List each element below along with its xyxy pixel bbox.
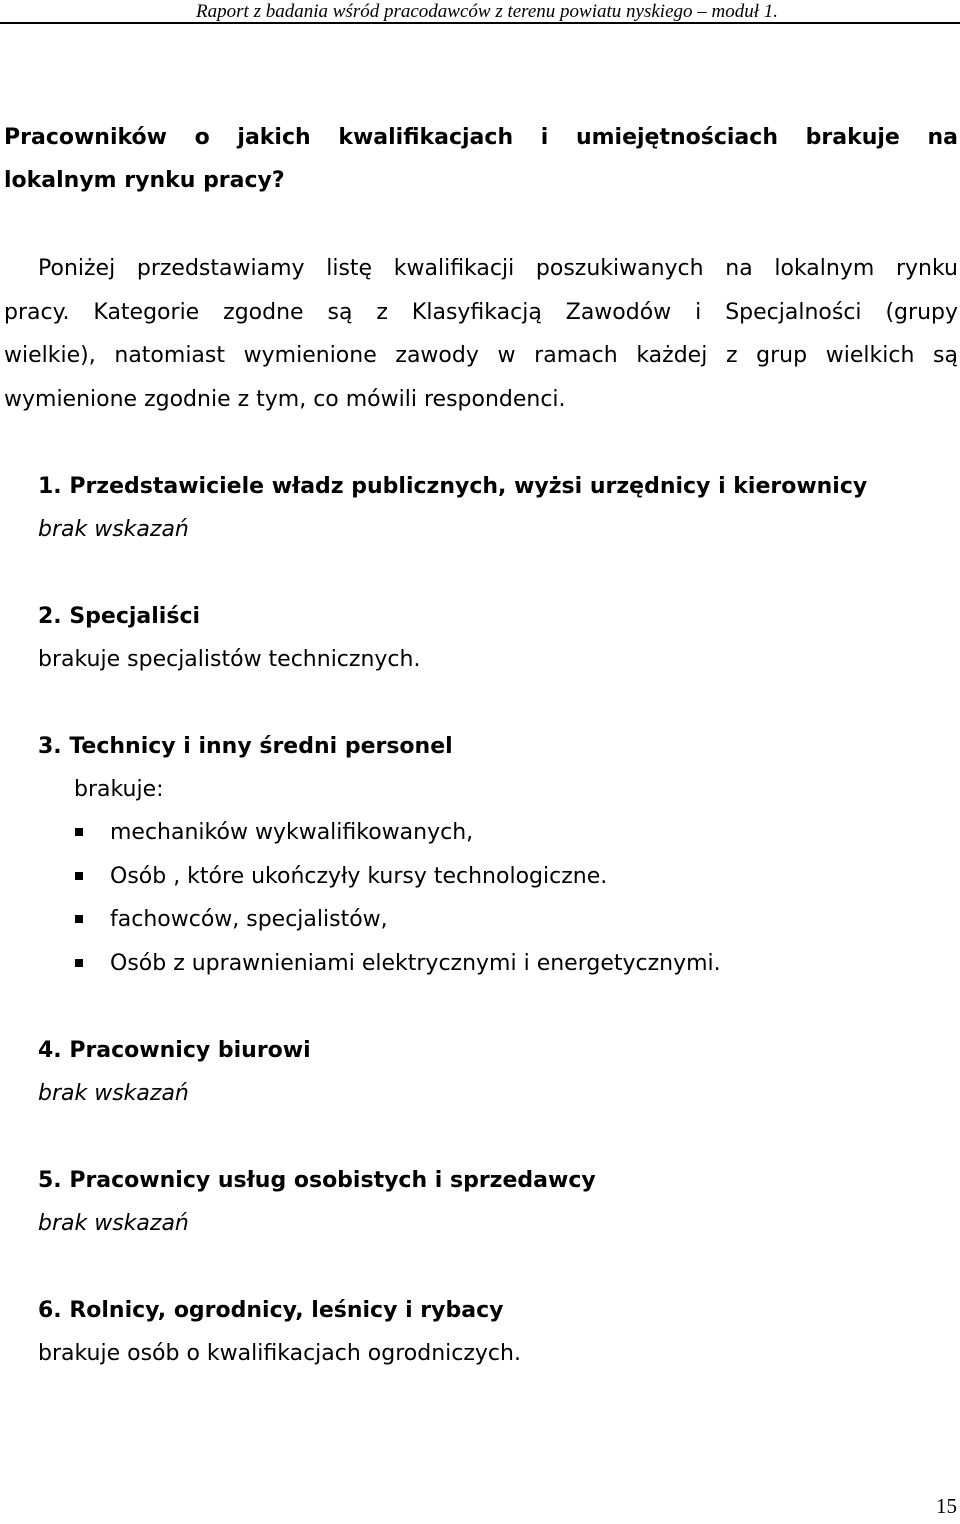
list-item-text: fachowców, specjalistów,	[110, 907, 388, 932]
section-title: 4. Pracownicy biurowi	[38, 1038, 311, 1063]
section-body: brak wskazań	[38, 1081, 189, 1106]
section-title: 1. Przedstawiciele władz publicznych, wyżsi urzędnicy i kierownicy	[38, 474, 868, 499]
section-title: 6. Rolnicy, ogrodnicy, leśnicy i rybacy	[38, 1298, 504, 1323]
running-header	[0, 0, 960, 24]
intro-line: wymienione zgodnie z tym, co mówili respondenci.	[4, 386, 566, 412]
intro-paragraph	[4, 247, 958, 421]
intro-line: Poniżej przedstawiamy listę kwalifikacji poszukiwanych na lokalnym rynku	[38, 256, 958, 281]
square-bullet-icon	[75, 959, 83, 967]
square-bullet-icon	[75, 872, 83, 880]
list-item	[38, 811, 938, 855]
section-title: 3. Technicy i inny średni personel	[38, 734, 453, 759]
section-body: brakuje specjalistów technicznych.	[38, 647, 421, 672]
section-specialists	[38, 595, 938, 681]
list-item	[38, 855, 938, 899]
section-body: brak wskazań	[38, 517, 189, 542]
list-item-text: Osób , które ukończyły kursy technologiczne.	[110, 863, 608, 889]
section-public-authorities	[38, 465, 938, 551]
section-technicians	[38, 725, 938, 985]
question-line: Pracowników o jakich kwalifikacjach i umiejętnościach brakuje na	[4, 125, 958, 150]
list-item	[38, 942, 938, 986]
list-item-text: mechaników wykwalifikowanych,	[110, 820, 474, 845]
running-header-title: Raport z badania wśród pracodawców z terenu powiatu nyskiego – moduł 1.	[196, 1, 778, 22]
square-bullet-icon	[75, 828, 83, 836]
section-title: 2. Specjaliści	[38, 604, 201, 629]
section-body: brakuje osób o kwalifikacjach ogrodniczych.	[38, 1341, 521, 1366]
section-office-workers	[38, 1029, 938, 1115]
list-item-text: Osób z uprawnieniami elektrycznymi i energetycznymi.	[110, 950, 721, 976]
section-body: brak wskazań	[38, 1211, 189, 1236]
question-line: lokalnym rynku pracy?	[4, 168, 285, 193]
list-item	[38, 898, 938, 942]
page-number: 15	[936, 1494, 957, 1518]
question-heading	[4, 116, 958, 202]
bullet-list	[38, 811, 938, 985]
section-lead-in: brakuje:	[74, 777, 164, 802]
section-service-workers	[38, 1159, 938, 1245]
intro-line: pracy. Kategorie zgodne są z Klasyfikacją Zawodów i Specjalności (grupy	[4, 299, 958, 325]
section-title: 5. Pracownicy usług osobistych i sprzedawcy	[38, 1168, 596, 1193]
section-farmers	[38, 1289, 938, 1375]
intro-line: wielkie), natomiast wymienione zawody w ramach każdej z grup wielkich są	[4, 343, 958, 368]
square-bullet-icon	[75, 915, 83, 923]
